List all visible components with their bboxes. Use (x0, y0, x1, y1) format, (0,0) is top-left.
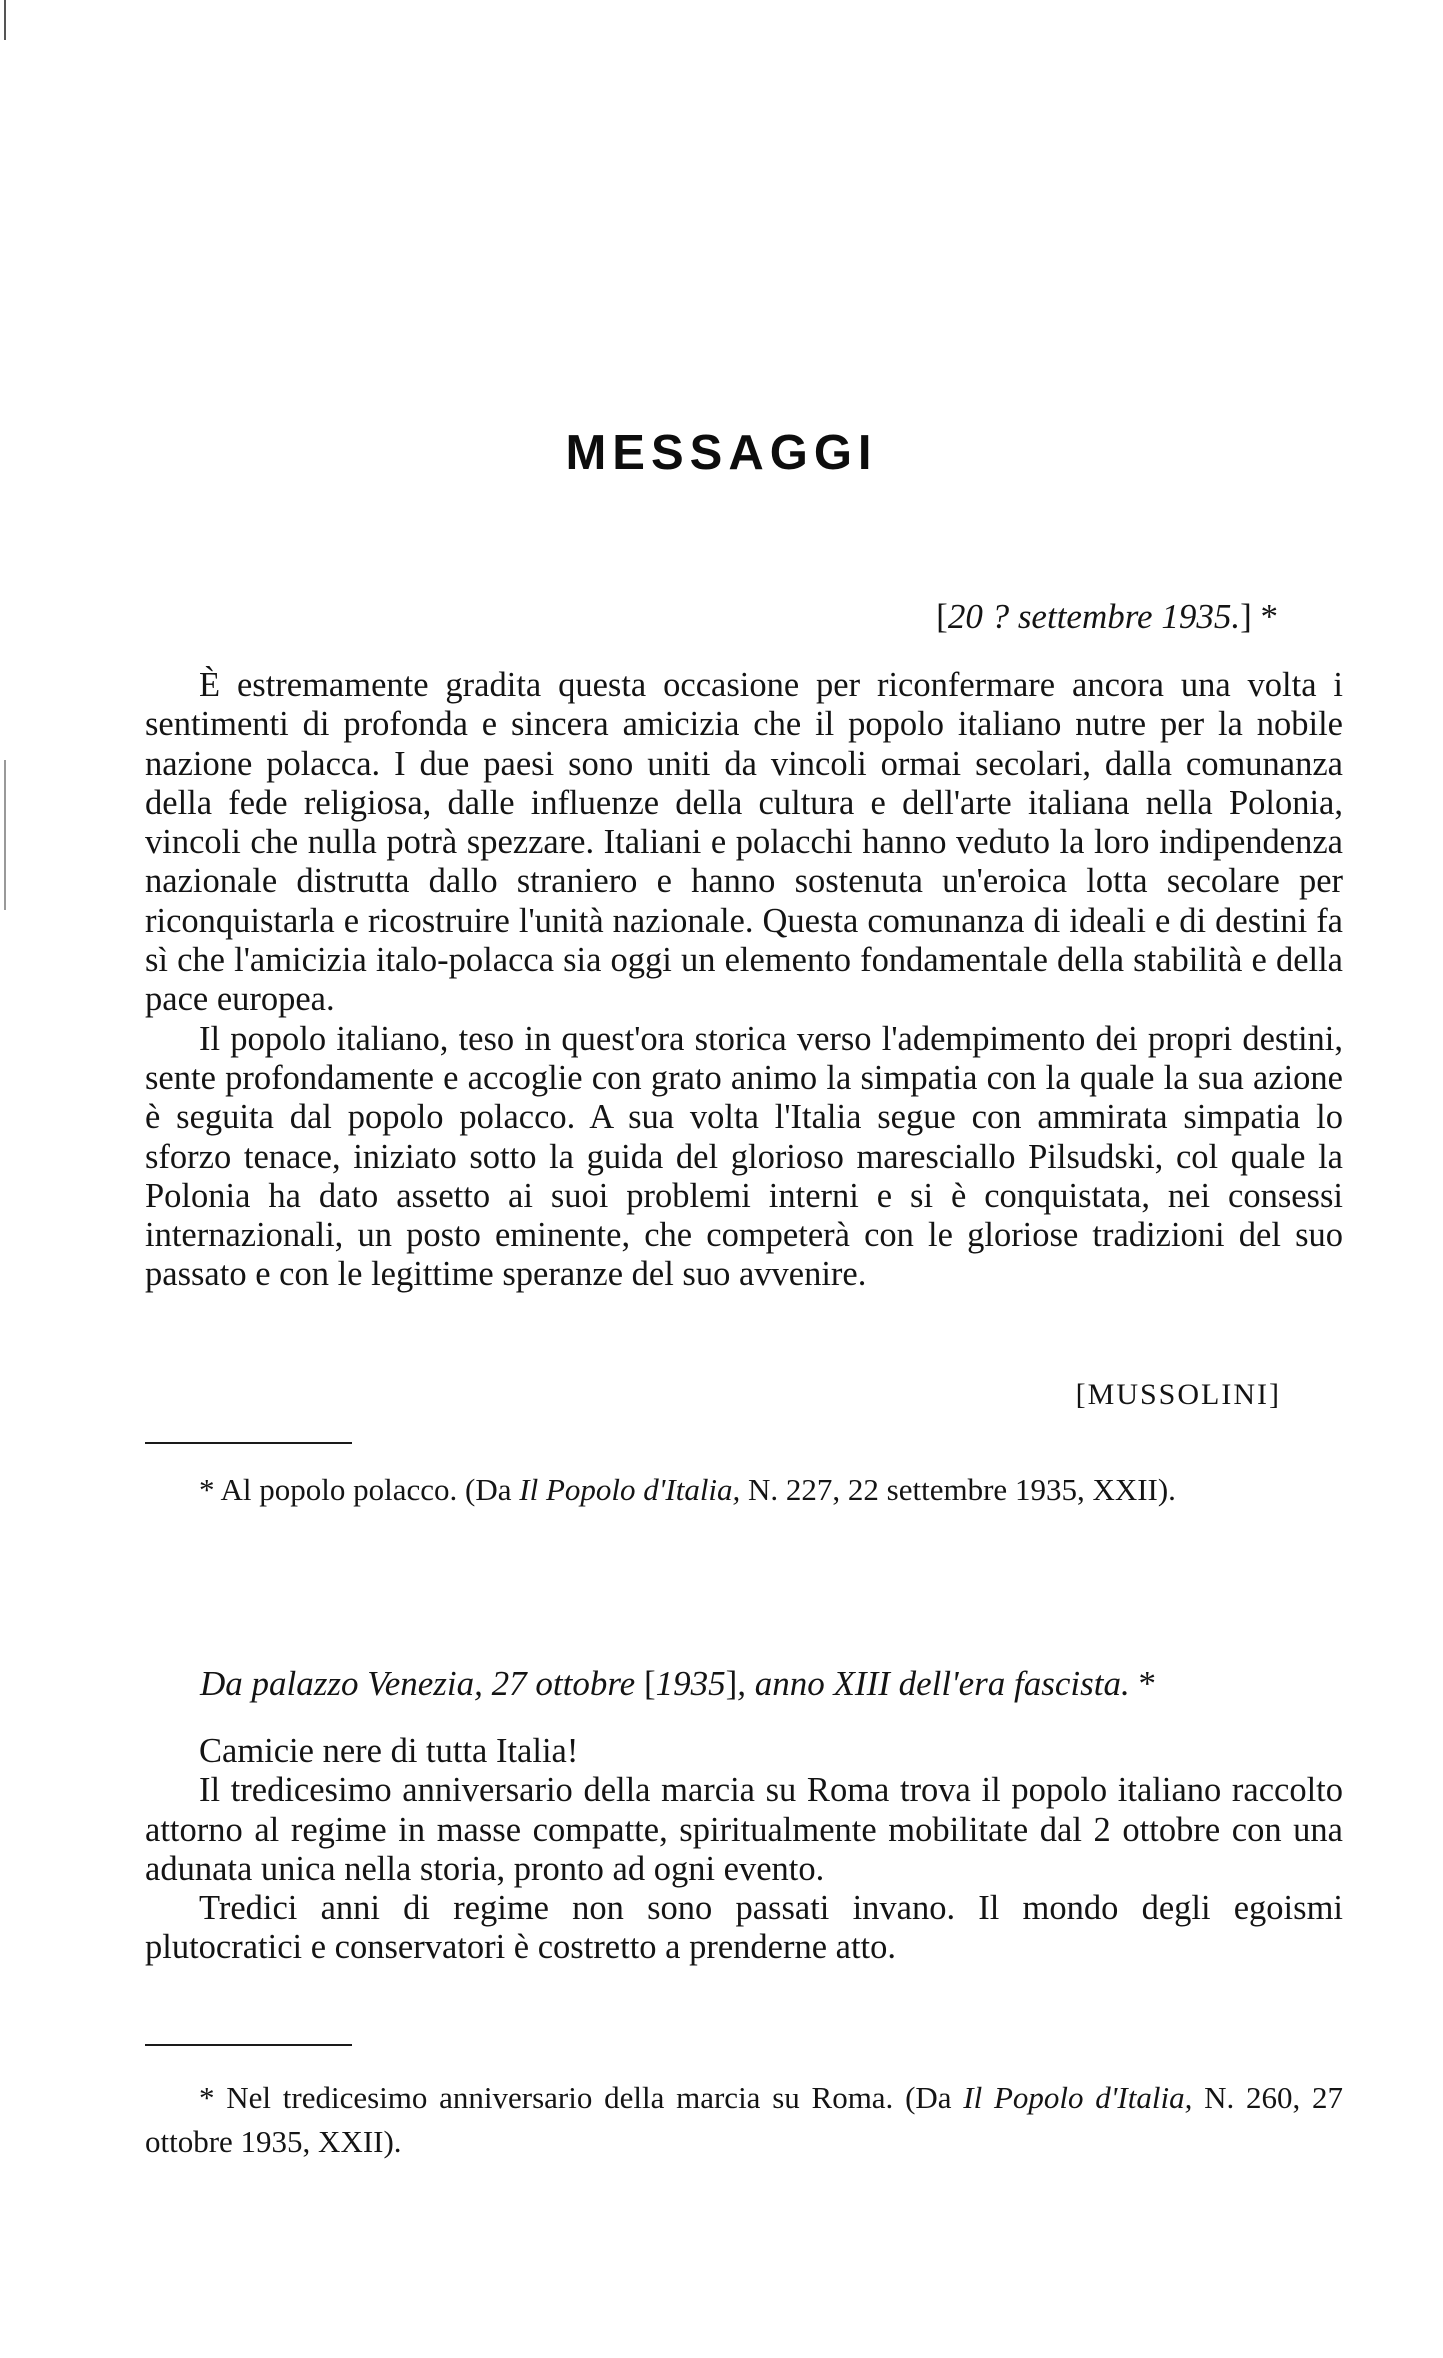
message2-paragraph-2: Il tredicesimo anniversario della marcia su Roma trova il popolo italiano raccolto attorno al regime in masse compatte, spiritualmente mobilitate dal 2 ottobre con una adunata unica nella storia, pronto ad ogni evento. (145, 1771, 1343, 1888)
message1-body (145, 666, 1343, 1295)
footnote-text (145, 2076, 1343, 2164)
message2-heading (200, 1664, 1156, 1704)
scan-margin-mark (4, 760, 6, 910)
message2-paragraph-1: Camicie nere di tutta Italia! (199, 1732, 579, 1770)
message1-paragraph-1: È estremamente gradita questa occasione per riconfermare ancora una volta i sentimenti di profonda e sincera amicizia che il popolo italiano nutre per la nobile nazione polacca. I due paesi sono uniti da vincoli ormai secolari, dalla comunanza della fede religiosa, dalle influenze della cultura e dell'arte italiana nella Polonia, vincoli che nulla potrà spezzare. Italiani e polacchi hanno veduto la loro indipendenza nazionale distrutta dallo straniero e hanno sostenuta un'eroica lotta secolare per riconquistarla e ricostruire l'unità nazionale. Questa comunanza di ideali e di destini fa sì che l'amicizia italo-polacca sia oggi un elemento fondamentale della stabilità e della pace europea. (145, 666, 1343, 1019)
page-title: MESSAGGI (565, 426, 878, 480)
footnote-suffix: N. 260, 27 ottobre 1935, XXII). (145, 2080, 1343, 2159)
footnote-source: Il Popolo d'Italia, (963, 2080, 1193, 2115)
message1-dateline (936, 597, 1278, 637)
message2-footnote (145, 2076, 1343, 2164)
message1-footnote (145, 1468, 1343, 1512)
heading-year: 1935 (655, 1664, 726, 1703)
heading-bracket-close: ] (725, 1664, 738, 1703)
footnote-divider (145, 1442, 352, 1444)
dateline-footnote-marker: * (1251, 597, 1278, 636)
heading-place-date: Da palazzo Venezia, 27 ottobre (200, 1664, 644, 1703)
footnote-prefix: * Nel tredicesimo anniversario della marcia su Roma. (Da (199, 2080, 964, 2115)
footnote-divider (145, 2044, 352, 2046)
dateline-date: 20 ? settembre 1935. (947, 597, 1241, 636)
dateline-bracket-close: ] (1240, 597, 1252, 636)
heading-footnote-marker: * (1129, 1664, 1156, 1703)
footnote-prefix: * Al popolo polacco. (Da (199, 1472, 520, 1507)
footnote-suffix: N. 227, 22 settembre 1935, XXII). (740, 1472, 1176, 1507)
footnote-text (145, 1468, 1343, 1512)
heading-bracket-open: [ (643, 1664, 656, 1703)
dateline-bracket-open: [ (936, 597, 948, 636)
heading-era: , anno XIII dell'era fascista. (737, 1664, 1130, 1703)
message2-body (145, 1732, 1343, 1968)
footnote-source: Il Popolo d'Italia, (519, 1472, 741, 1507)
message2-paragraph-3: Tredici anni di regime non sono passati invano. Il mondo degli egoismi plutocratici e conservatori è costretto a prenderne atto. (145, 1889, 1343, 1967)
message1-signature: [MUSSOLINI] (1075, 1378, 1281, 1411)
scan-margin-mark (4, 0, 6, 40)
message1-paragraph-2: Il popolo italiano, teso in quest'ora storica verso l'adempimento dei propri destini, sente profondamente e accoglie con grato animo la simpatia con la quale la sua azione è seguita dal popolo polacco. A sua volta l'Italia segue con ammirata simpatia lo sforzo tenace, iniziato sotto la guida del glorioso maresciallo Pilsudski, col quale la Polonia ha dato assetto ai suoi problemi interni e si è conquistata, nei consessi internazionali, un posto eminente, che competerà con le gloriose tradizioni del suo passato e con le legittime speranze del suo avvenire. (145, 1019, 1343, 1294)
